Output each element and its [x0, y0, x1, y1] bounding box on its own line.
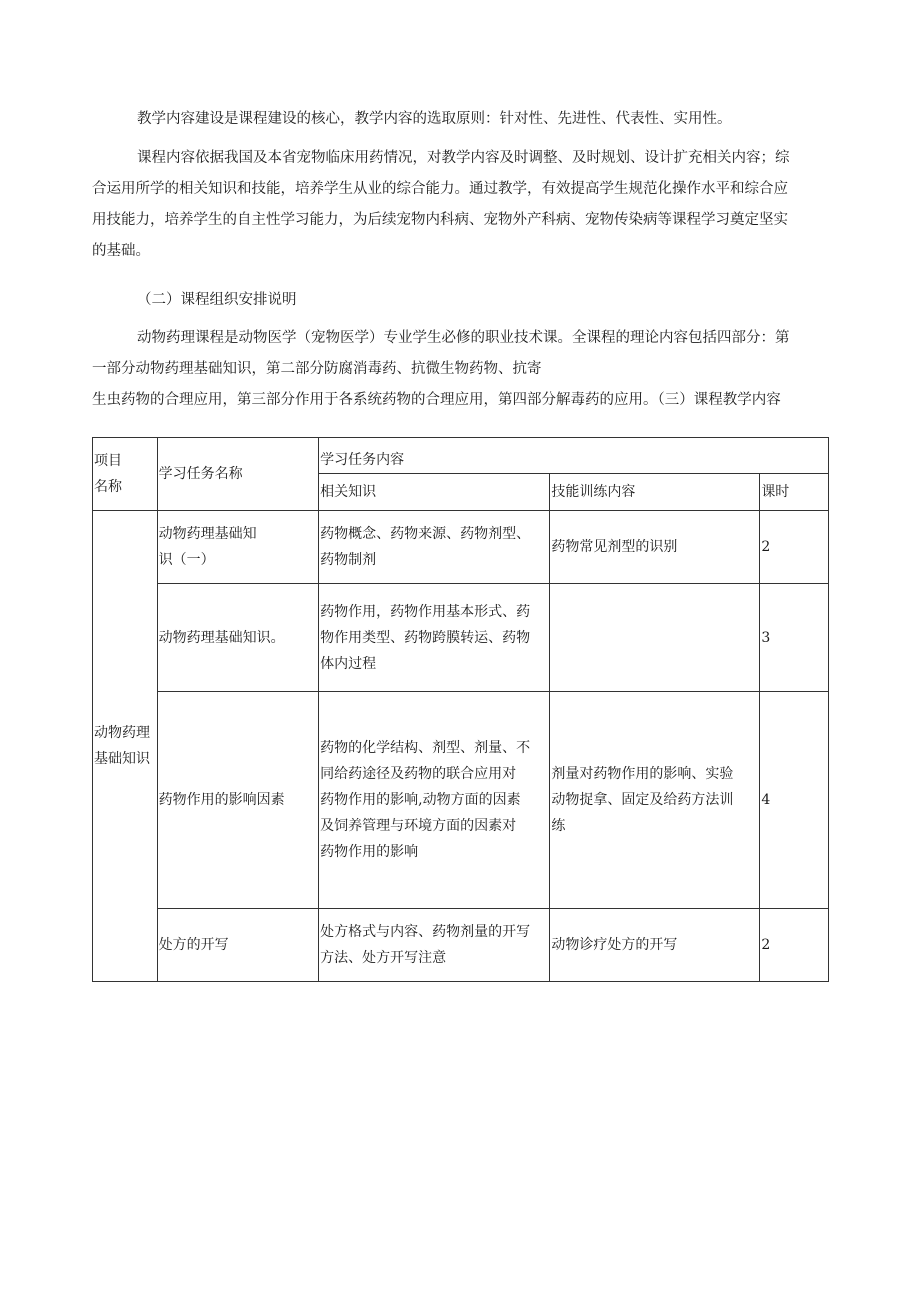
- section-heading-organization: （二）课程组织安排说明: [137, 292, 297, 308]
- cell-text: 及饲养管理与环境方面的因素对: [320, 818, 517, 834]
- text-line: 课程内容依据我国及本省宠物临床用药情况，对教学内容及时调整、及时规划、设计扩充相关内容；综: [137, 150, 790, 166]
- cell-text: 药物作用的影响,动物方面的因素: [320, 792, 521, 808]
- hours-cell: 2: [760, 909, 829, 982]
- project-cell: [93, 511, 158, 982]
- project-text: 动物药理: [94, 725, 150, 741]
- cell-text: 体内过程: [320, 655, 377, 672]
- header-task-name: 学习任务名称: [157, 438, 319, 511]
- cell-text: 动物诊疗处方的开写: [551, 937, 678, 953]
- paragraph-content-principles: 教学内容建设是课程建设的核心，教学内容的选取原则：针对性、先进性、代表性、实用性。: [137, 111, 732, 127]
- task-name-cell: [157, 692, 319, 909]
- hours-cell: 3: [760, 584, 829, 692]
- header-skill-training: 技能训练内容: [550, 474, 760, 511]
- course-content-table: [92, 437, 829, 982]
- task-name-cell: [157, 909, 319, 982]
- cell-text: 处方格式与内容、药物剂量的开写: [320, 924, 531, 940]
- hours-cell: 2: [760, 511, 829, 584]
- header-text: 名称: [94, 479, 122, 495]
- skill-cell: [550, 909, 760, 982]
- header-task-content: 学习任务内容: [319, 438, 829, 474]
- cell-text: 药物作用的影响因素: [158, 792, 285, 808]
- text-line: 合运用所学的相关知识和技能，培养学生从业的综合能力。通过教学，有效提高学生规范化操作水平和综合应: [92, 181, 788, 197]
- project-text: 基础知识: [94, 751, 150, 767]
- cell-text: 药物制剂: [320, 552, 377, 568]
- header-hours: 课时: [760, 474, 829, 511]
- knowledge-cell: [319, 909, 550, 982]
- knowledge-cell: [319, 511, 550, 584]
- cell-text: 动物药理基础知: [158, 526, 257, 542]
- task-name-cell: [157, 584, 319, 692]
- cell-text: 药物作用的影响: [320, 844, 419, 860]
- cell-text: 药物的化学结构、剂型、剂量、不: [320, 740, 531, 756]
- cell-text: 练: [551, 818, 566, 834]
- cell-text: 方法、处方开写注意: [320, 950, 447, 966]
- text-line: 生虫药物的合理应用，第三部分作用于各系统药物的合理应用，第四部分解毒药的应用。（三）课程教学内容: [92, 392, 781, 408]
- skill-cell: [550, 584, 760, 692]
- skill-cell: [550, 692, 760, 909]
- text-line: 用技能力，培养学生的自主性学习能力，为后续宠物内科病、宠物外产科病、宠物传染病等课程学习奠定坚实: [92, 212, 788, 228]
- knowledge-cell: [319, 584, 550, 692]
- table-row: [93, 692, 829, 909]
- paragraph-course-content: [92, 143, 830, 267]
- cell-text: 同给药途径及药物的联合应用对: [320, 766, 517, 782]
- knowledge-cell: [319, 692, 550, 909]
- cell-text: 药物概念、药物来源、药物剂型、: [320, 526, 531, 542]
- table-header-row: [93, 438, 829, 474]
- cell-text: 动物捉拿、固定及给药方法训: [551, 792, 734, 808]
- table-row: [93, 584, 829, 692]
- header-project-name: [93, 438, 158, 511]
- text-line: 的基础。: [92, 243, 150, 259]
- table-row: [93, 511, 829, 584]
- cell-text: 处方的开写: [158, 937, 229, 953]
- skill-cell: [550, 511, 760, 584]
- cell-text: 物作用类型、药物跨膜转运、药物: [320, 629, 531, 646]
- table-row: [93, 909, 829, 982]
- hours-cell: 4: [760, 692, 829, 909]
- cell-text: 药物常见剂型的识别: [551, 539, 678, 555]
- text-line: 一部分动物药理基础知识，第二部分防腐消毒药、抗微生物药物、抗寄: [92, 361, 542, 377]
- cell-text: 剂量对药物作用的影响、实验: [551, 766, 734, 782]
- cell-text: 动物药理基础知识。: [158, 629, 285, 646]
- cell-text: 识（一）: [158, 552, 215, 568]
- header-related-knowledge: 相关知识: [319, 474, 550, 511]
- paragraph-course-organization: [92, 323, 830, 422]
- cell-text: 药物作用，药物作用基本形式、药: [320, 603, 531, 620]
- text-line: 动物药理课程是动物医学（宠物医学）专业学生必修的职业技术课。全课程的理论内容包括四部分：第: [137, 330, 790, 346]
- header-text: 项目: [94, 453, 122, 469]
- task-name-cell: [157, 511, 319, 584]
